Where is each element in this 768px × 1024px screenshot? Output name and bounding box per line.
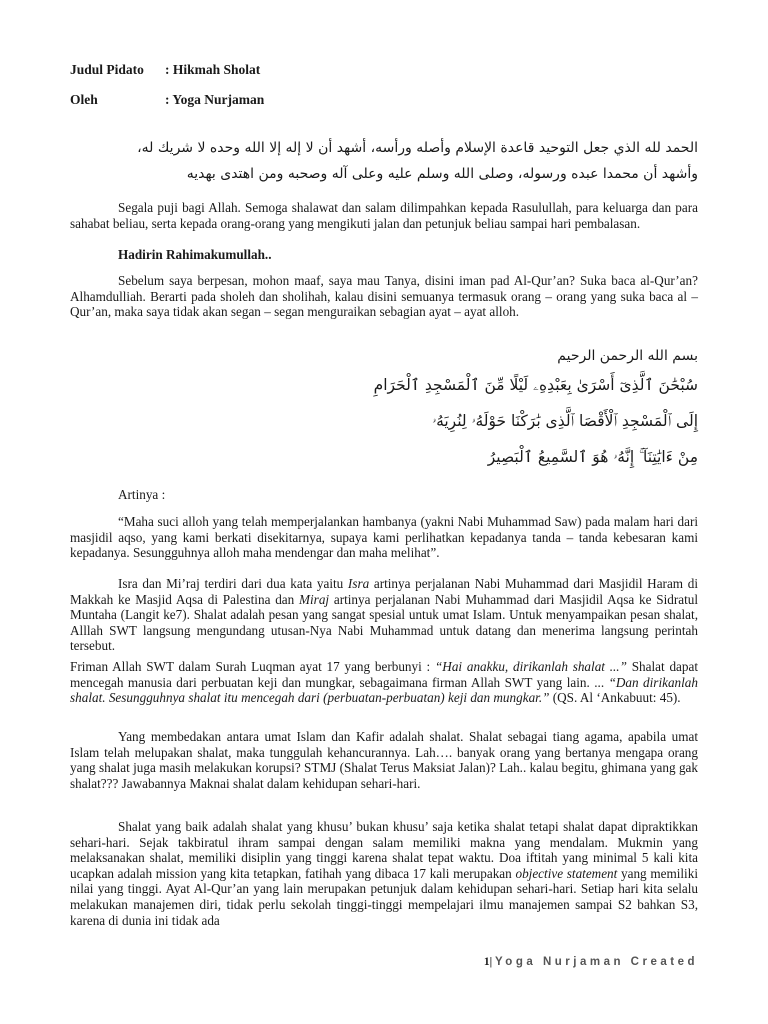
title-label: Judul Pidato <box>70 62 144 77</box>
isra-miraj-text-c: artinya perjalanan Nabi Muhammad dari Masjidil Aqsa ke Sidratul Muntaha (Langit ke7). Shalat adalah pesan yang sangat spesial untuk umat Islam. Untuk menyampaikan pesan shalat, Alllah SWT langsung mengundang utusan-Nya Nabi Muhammad untuk datang dan menerima langsung perintah tersebut. <box>70 591 699 654</box>
author-row <box>70 92 264 108</box>
greeting-heading: Hadirin Rahimakumullah.. <box>118 247 272 262</box>
opening-arabic-line-1: الحمد لله الذي جعل التوحيد قاعدة الإسلام وأصله ورأسه، أشهد أن لا إله إلا الله وحده لا شريك له، <box>137 140 698 156</box>
khusyu-text-b: yang memiliki nilai yang tinggi. Ayat Al-Qur’an yang lain merupakan petunjuk dalam kehidupan sehari-hari. Setiap hari kita selalu melakukan manajemen diri, tidak perlu sekolah tinggi-tinggi mempelajari ilmu manajemen sampai S2 bahkan S3, karena di dunia ini tidak ada <box>70 865 698 928</box>
quran-verse-line-1: سُبْحَٰنَ ٱلَّذِىٓ أَسْرَىٰ بِعَبْدِهِۦ لَيْلًا مِّنَ ٱلْمَسْجِدِ ٱلْحَرَامِ <box>373 376 698 394</box>
isra-term: Isra <box>347 576 370 591</box>
isra-miraj-text-a: Isra dan Mi’raj terdiri dari dua kata yaitu <box>118 576 348 591</box>
opening-arabic-line-2: وأشهد أن محمدا عبده ورسوله، وصلى الله وسلم عليه وعلى آله وصحبه ومن اهتدى بهديه <box>186 166 698 182</box>
page-number: 1 <box>483 956 490 968</box>
khusyu-text-a: Shalat yang baik adalah shalat yang khusu’ bukan khusu’ saja ketika shalat tetapi shalat dapat dipraktikkan sehari-hari. Sejak takbiratul ihram sampai dengan salam memiliki makna yang mendalam. Mukmin yang melaksanakan shalat, memiliki disiplin yang tinggi karena shalat tepat waktu. Doa iftitah yang minimal 5 kali kita ucapkan adalah mission yang kita tetapkan, fatihah yang dibaca 17 kali merupakan <box>70 819 698 881</box>
miraj-term: Miraj <box>299 591 330 607</box>
title-row <box>70 62 260 78</box>
objective-statement-term: objective statement <box>515 865 618 881</box>
author-label: Oleh <box>70 92 98 107</box>
translation-paragraph: “Maha suci alloh yang telah memperjalankan hambanya (yakni Nabi Muhammad Saw) pada malam hari dari masjidil aqso, yang kami berkati disekitarnya, supaya kami perlihatkan kepadanya tanda – tanda kebesaran kami kepadanya. Sesungguhnya alloh maha mendengar dan maha melihat”. <box>70 514 698 561</box>
artinya-label: Artinya : <box>118 487 166 502</box>
footer-credit: Yoga Nurjaman Created <box>494 956 698 968</box>
paragraph-isra-miraj <box>70 576 698 654</box>
luqman-text-b: Shalat dapat mencegah manusia dari perbuatan keji dan mungkar, sebagaimana firman Allah SWT yang lain. ... <box>70 659 699 690</box>
paragraph-question: Sebelum saya berpesan, mohon maaf, saya mau Tanya, disini iman pad Al-Qur’an? Suka baca al-Qur’an? Alhamdulliah. Berarti pada sholeh dan sholihah, kalau disini semuanya termasuk orang – orang yang suka baca al – Qur’an, maka saya tidak akan segan – segan menguraikan sebagian ayat – ayat alloh. <box>70 273 698 320</box>
quran-verse-line-3: مِنْ ءَايَٰتِنَآ ۚ إِنَّهُۥ هُوَ ٱلسَّمِيعُ ٱلْبَصِيرُ <box>487 448 698 466</box>
luqman-text-c: (QS. Al ‘Ankabuut: 45). <box>549 690 681 706</box>
paragraph-opening: Segala puji bagi Allah. Semoga shalawat dan salam dilimpahkan kepada Rasulullah, para keluarga dan para sahabat beliau, serta kepada orang-orang yang mengikuti jalan dan petunjuk beliau sampai hari pembalasan. <box>70 200 698 231</box>
paragraph-pillar: Yang membedakan antara umat Islam dan Kafir adalah shalat. Shalat sebagai tiang agama, apabila umat Islam telah melupakan shalat, maka tunggulah kehancurannya. Lah…. banyak orang yang bertanya mengapa orang yang shalat juga masih melakukan korupsi? STMJ (Shalat Terus Maksiat Jalan)? Lah.. kalau begitu, ghimana yang gak shalat??? Jawabannya Maknai shalat dalam kehidupan sehari-hari. <box>70 729 698 791</box>
luqman-quote: “Hai anakku, dirikanlah shalat ...” <box>434 659 627 674</box>
basmalah: بسم الله الرحمن الرحيم <box>557 348 698 364</box>
quran-verse-line-2: إِلَى ٱلْمَسْجِدِ ٱلْأَقْصَا ٱلَّذِى بَٰرَكْنَا حَوْلَهُۥ لِنُرِيَهُۥ <box>432 412 698 430</box>
ankabuut-quote: “Dan dirikanlah shalat. Sesungguhnya shalat itu mencegah dari (perbuatan-perbuatan) keji dan mungkar.” <box>70 674 698 706</box>
footer-separator: | <box>489 956 493 968</box>
author-value: : Yoga Nurjaman <box>165 92 265 107</box>
isra-miraj-text-b: artinya perjalanan Nabi Muhammad dari Masjidil Haram di Makkah ke Masjid Aqsa di Palestina dan <box>70 576 698 607</box>
luqman-text-a: Friman Allah SWT dalam Surah Luqman ayat 17 yang berbunyi : <box>70 659 435 674</box>
paragraph-luqman <box>70 659 698 706</box>
page-footer <box>70 956 698 968</box>
title-value: : Hikmah Sholat <box>165 62 261 77</box>
paragraph-khusyu <box>70 819 698 928</box>
